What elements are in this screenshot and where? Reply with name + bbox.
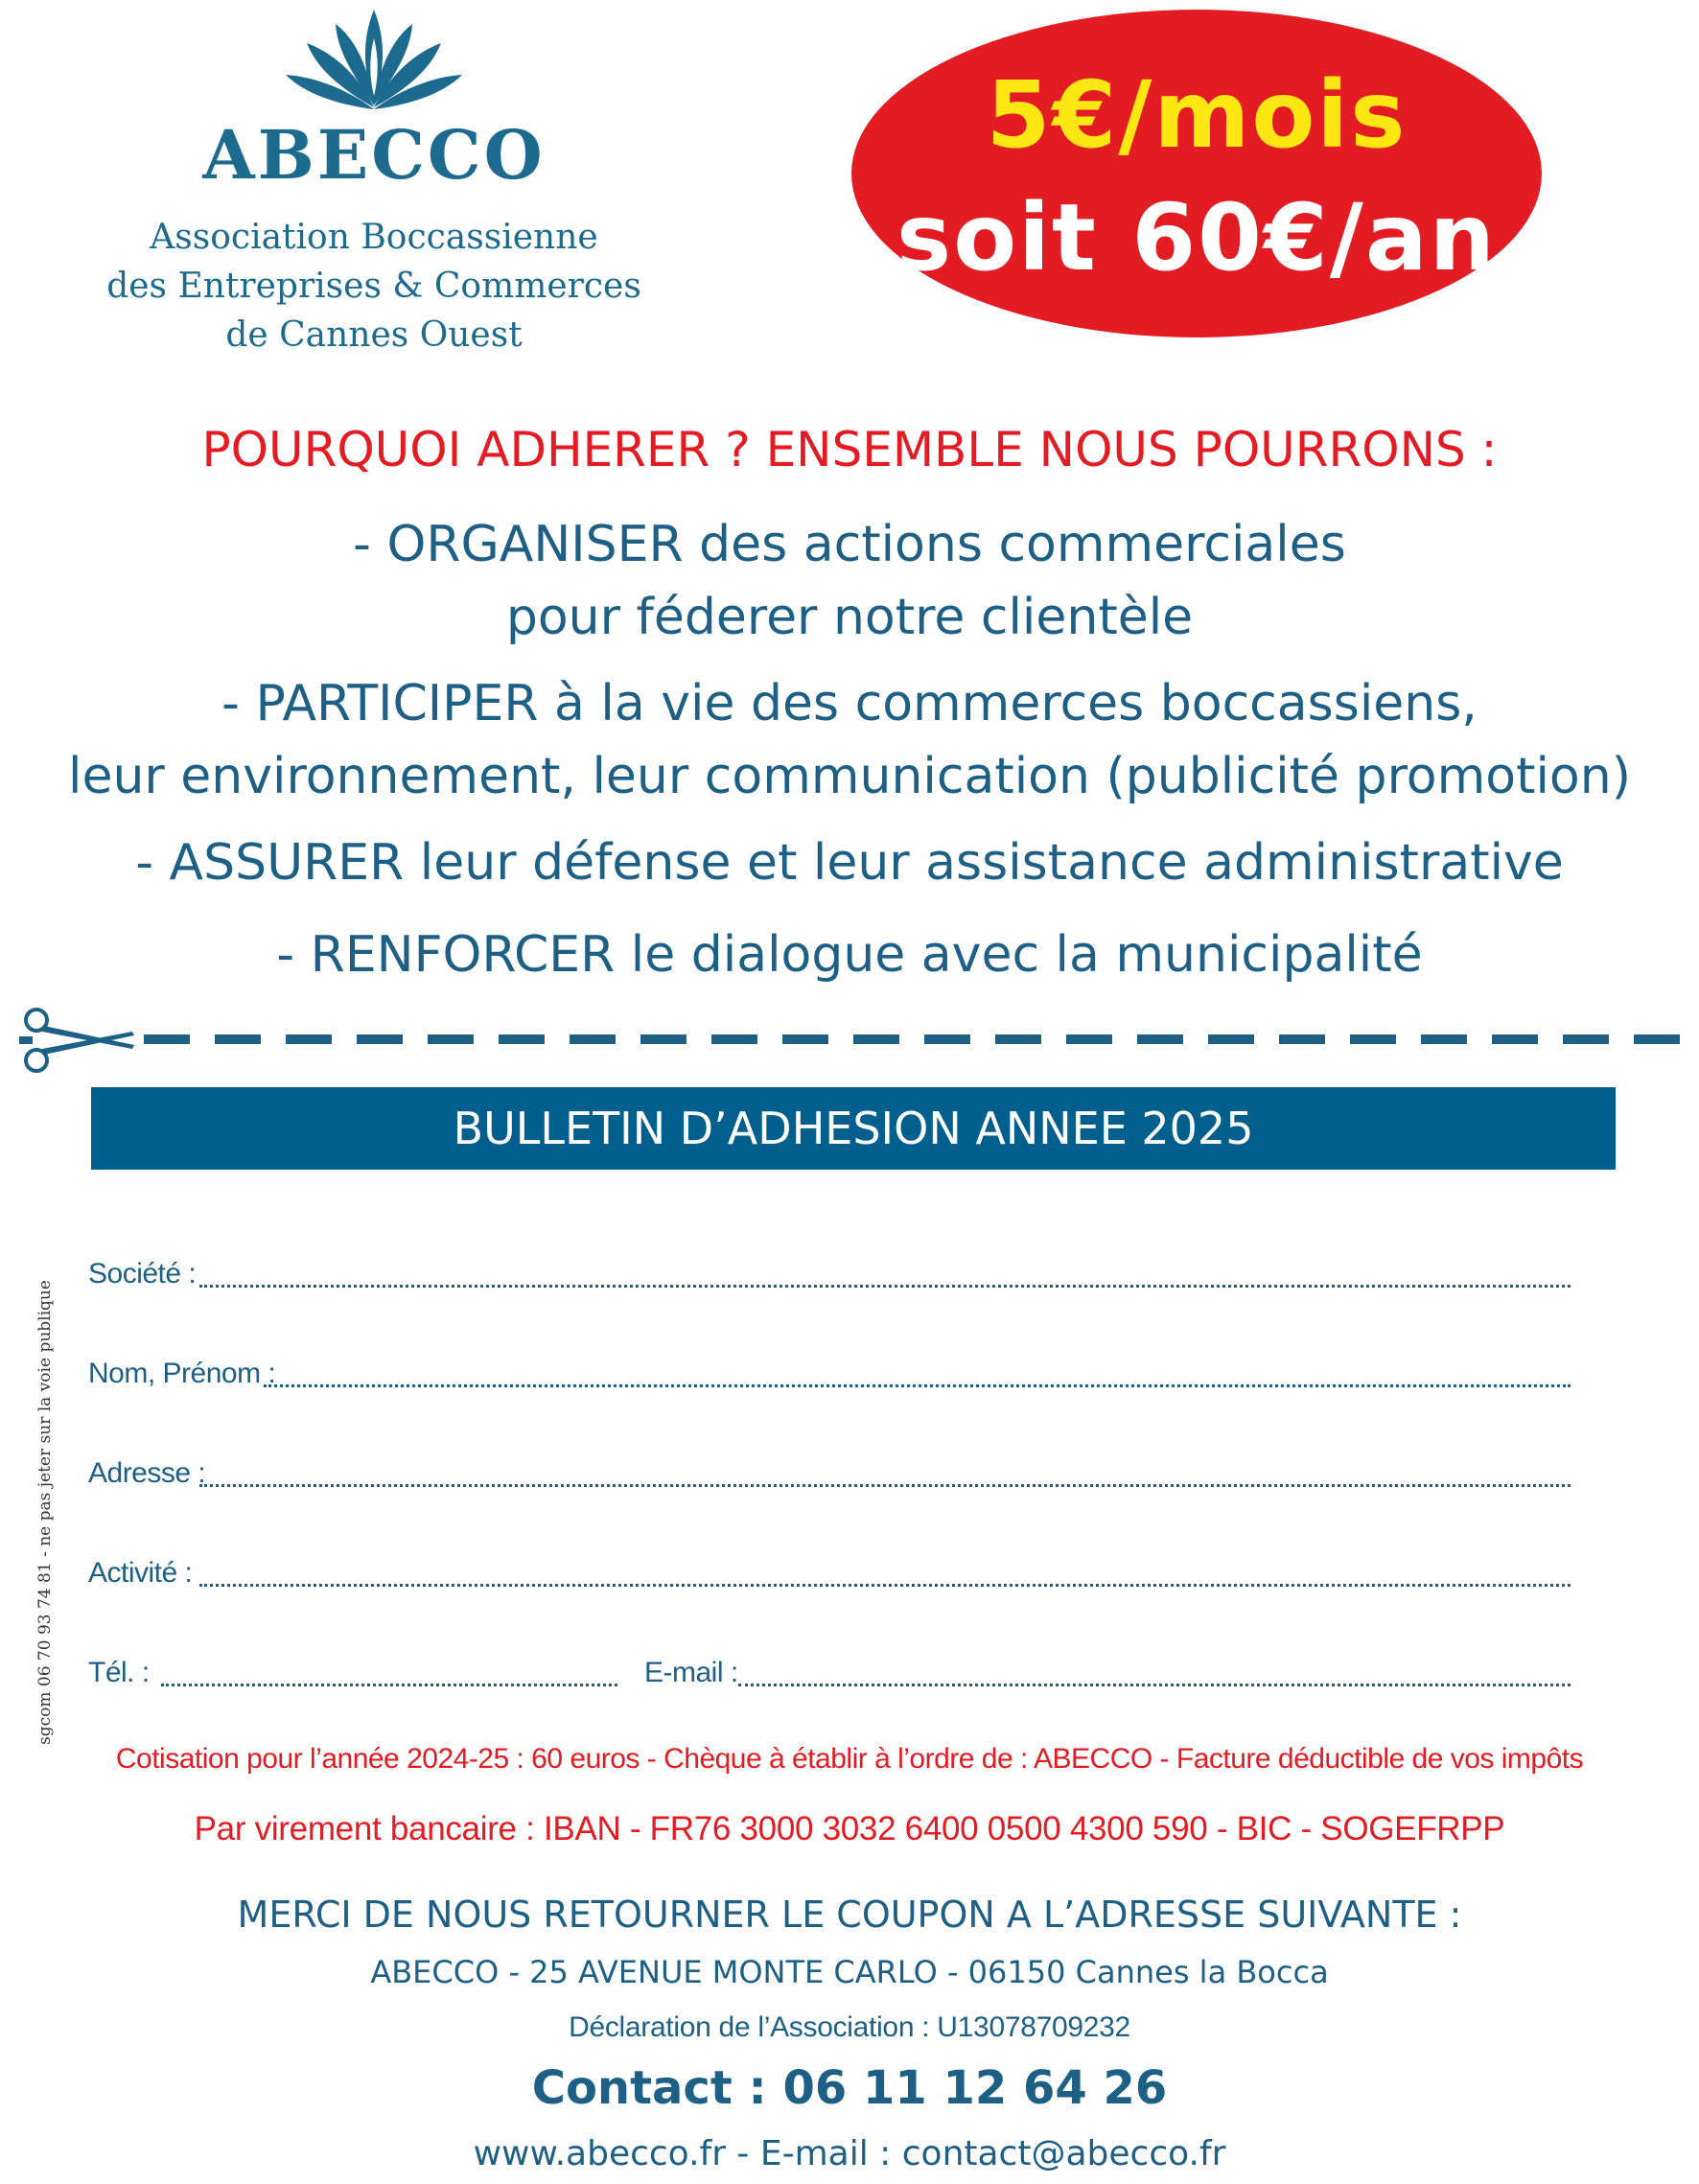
email-field[interactable] xyxy=(738,1684,1571,1686)
tel-field[interactable] xyxy=(161,1684,617,1686)
benefit-organiser xyxy=(0,508,1699,654)
societe-label: Société : xyxy=(88,1258,197,1289)
scissors-icon xyxy=(19,1007,144,1074)
nom-prenom-field[interactable] xyxy=(264,1384,1571,1387)
adresse-label: Adresse : xyxy=(88,1457,206,1489)
side-note-text: sgcom 06 70 93 74 81 - ne pas jeter sur la voie publique xyxy=(35,1280,55,1745)
cut-line xyxy=(144,1034,1699,1044)
email-label: E-mail : xyxy=(644,1657,738,1688)
nom-prenom-label: Nom, Prénom : xyxy=(88,1358,276,1389)
cotisation-note: Cotisation pour l’année 2024-25 : 60 euros - Chèque à établir à l’ordre de : ABECCO - Facture déductible de vos impôts xyxy=(115,1743,1584,1775)
benefit-renforcer xyxy=(0,918,1699,991)
benefit-line: pour féderer notre clientèle xyxy=(505,589,1194,646)
benefit-line: - RENFORCER le dialogue avec la municipalité xyxy=(276,926,1423,984)
price-monthly: 5€/mois xyxy=(986,61,1408,169)
benefit-assurer xyxy=(0,826,1699,899)
benefit-line: leur environnement, leur communication (publicité promotion) xyxy=(68,748,1631,805)
adresse-field[interactable] xyxy=(199,1484,1571,1487)
activite-field[interactable] xyxy=(199,1584,1571,1587)
association-declaration: Déclaration de l’Association : U13078709232 xyxy=(569,2011,1130,2043)
postal-address: ABECCO - 25 AVENUE MONTE CARLO - 06150 Cannes la Bocca xyxy=(370,1954,1329,1990)
virement-note: Par virement bancaire : IBAN - FR76 3000 3032 6400 0500 4300 590 - BIC - SOGEFRPP xyxy=(194,1810,1505,1847)
activite-label: Activité : xyxy=(88,1557,193,1589)
return-instruction: MERCI DE NOUS RETOURNER LE COUPON A L’ADRESSE SUIVANTE : xyxy=(237,1894,1462,1936)
benefit-line: - ASSURER leur défense et leur assistance administrative xyxy=(135,834,1564,892)
brand-desc-line: des Entreprises & Commerces xyxy=(106,267,641,306)
benefit-participer xyxy=(0,667,1699,813)
website-email: www.abecco.fr - E-mail : contact@abecco.fr xyxy=(473,2134,1226,2173)
contact-phone: Contact : 06 11 12 64 26 xyxy=(531,2061,1168,2115)
brand-desc-line: Association Boccassienne xyxy=(150,218,598,257)
benefit-line: - ORGANISER des actions commerciales xyxy=(353,516,1346,573)
benefit-line: - PARTICIPER à la vie des commerces boccassiens, xyxy=(221,675,1478,732)
tel-label: Tél. : xyxy=(88,1657,150,1688)
brand-description xyxy=(86,213,662,360)
societe-field[interactable] xyxy=(199,1285,1571,1288)
brand-desc-line: de Cannes Ouest xyxy=(225,315,523,355)
why-heading: POURQUOI ADHERER ? ENSEMBLE NOUS POURRONS : xyxy=(201,422,1498,477)
brand-name: ABECCO xyxy=(202,115,546,195)
bulletin-banner: BULLETIN D’ADHESION ANNEE 2025 xyxy=(91,1087,1616,1170)
price-yearly: soit 60€/an xyxy=(896,184,1497,291)
lotus-icon xyxy=(278,0,470,115)
